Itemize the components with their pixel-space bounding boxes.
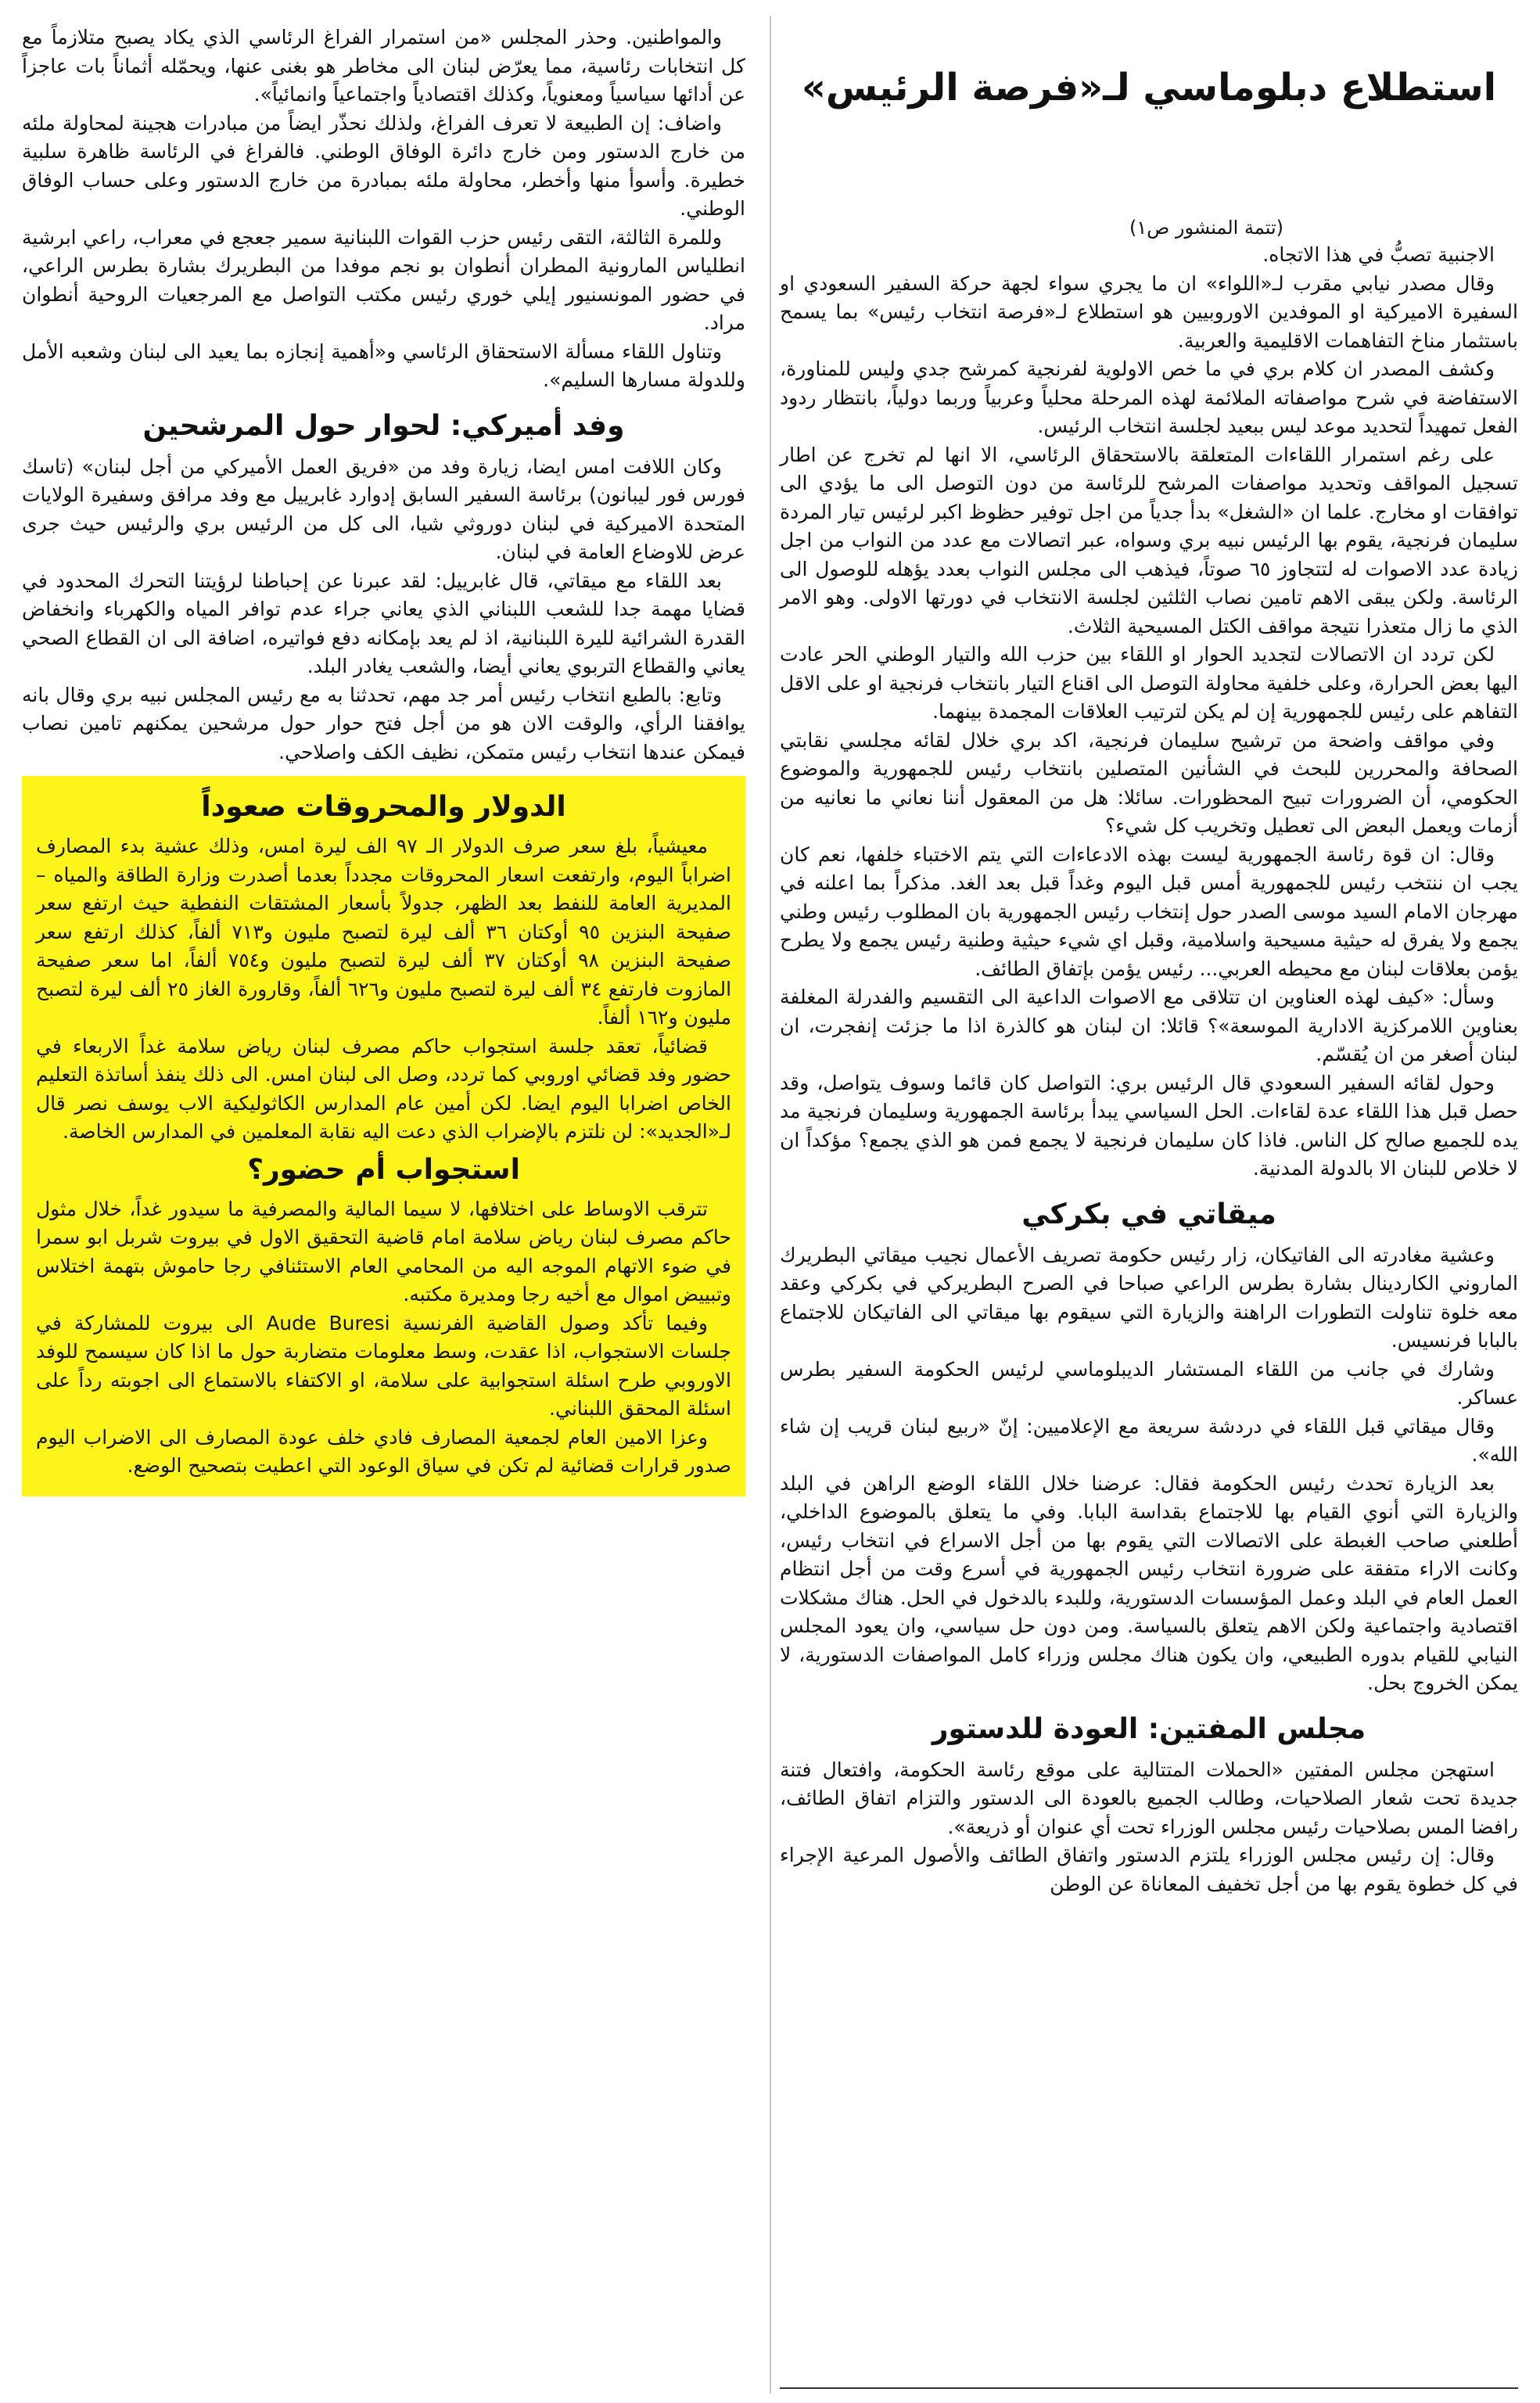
article-paragraph: بعد الزيارة تحدث رئيس الحكومة فقال: عرضنا خلال اللقاء الوضع الراهن في البلد والزيارة التي أنوي القيام بها للاجتماع بقداسة البابا. وفي ما يتعلق بالموضوع الداخلي، أطلعني صاحب الغبطة على الاتصالات التي يقوم بها من أجل الاسراع في انتخاب رئيس، وكانت الاراء متفقة على ضرورة انتخاب رئيس الجمهورية في أسرع وقت من أجل انتظام العمل العام في البلد وعمل المؤسسات الدستورية، وللبدء بالدخول في الحل. هناك مشكلات اقتصادية واجتماعية ولكن الاهم يتعلق بالسياسة. ومن دون حل سياسي، وان يعود المجلس النيابي للقيام بدوره الطبيعي، وان يكون هناك مجلس وزراء كامل المواصفات الدستورية، لا يمكن الخروج بحل. bbox=[780, 1471, 1518, 1694]
article-paragraph: معيشياً، بلغ سعر صرف الدولار الـ ٩٧ الف ليرة امس، وذلك عشية بدء المصارف اضراباً اليوم، وارتفعت اسعار المحروقات مجدداً بعدما أصدرت وزارة الطاقة والمياه – المديرية العامة للنفط بعد الظهر، جدولاً بأسعار المشتقات النفطية حيث ارتفع سعر صفيحة البنزين ٩٥ أوكتان ٣٦ ألف ليرة لتصبح مليون و٧١٣ ألفاً، كذلك ارتفع سعر صفيحة البنزين ٩٨ أوكتان ٣٧ ألف ليرة لتصبح مليون و٧٥٤ ألفاً، اما سعر صفيحة المازوت فارتفع ٣٤ ألف ليرة لتصبح مليون و٦٢٦ ألفاً، وقارورة الغاز ٢٥ ألف ليرة لتصبح مليون و١٦٢ ألفاً. bbox=[36, 835, 732, 1029]
article-paragraph: وحول لقائه السفير السعودي قال الرئيس بري: التواصل كان قائما وسوف يتواصل، وقد حصل قبل هذا اللقاء عدة لقاءات. الحل السياسي يبدأ برئاسة الجمهورية وسليمان فرنجية مد يده للجميع صالح كل الناس. فاذا كان سليمان فرنجية لا يجمع فمن هو الذي يجمع؟ مؤكداً ان لا خلاص للبنان الا بالدولة المدنية. bbox=[780, 1071, 1518, 1180]
article-paragraph: واضاف: إن الطبيعة لا تعرف الفراغ، ولذلك نحذّر ايضاً من مبادرات هجينة لمحاولة ملئه من خارج الدستور ومن خارج دائرة الوفاق الوطني. فالفراغ في الرئاسة ظاهرة سلبية خطيرة. وأسوأ منها وأخطر، محاولة ملئه بمبادرة من خارج الدستور وعلى حساب الوفاق الوطني. bbox=[22, 111, 745, 220]
article-paragraph: وفي مواقف واضحة من ترشيح سليمان فرنجية، اكد بري خلال لقائه مجلسي نقابتي الصحافة والمحررين للبحث في الشأنين المتصلين بانتخاب رئيس للجمهورية والموضوع الحكومي، أن الضرورات تبيح المحظورات. سائلا: هل من المعقول أننا نعاني ما نعانيه من أزمات ويعمل البعض الى تعطيل وتخريب كل شيء؟ bbox=[780, 728, 1518, 837]
section-heading-dollar: الدولار والمحروقات صعوداً bbox=[201, 791, 566, 823]
article-paragraph: وتناول اللقاء مسألة الاستحقاق الرئاسي و«أهمية إنجازه بما يعيد الى لبنان وشعبه الأمل وللدولة مسارها السليم». bbox=[22, 339, 745, 391]
article-paragraph: وقال مصدر نيابي مقرب لـ«اللواء» ان ما يجري سواء لجهة حركة السفير السعودي او السفيرة الاميركية او الموفدين الاوروبيين هو استطلاع لـ«فرصة انتخاب رئيس» بما يسمح باستثمار مناخ التفاهمات الاقليمية والعربية. bbox=[780, 271, 1518, 352]
article-paragraph: لكن تردد ان الاتصالات لتجديد الحوار او اللقاء بين حزب الله والتيار الوطني الحر عادت اليها بعض الحرارة، وعلى خلفية محاولة التوصل الى اقناع التيار بانتخاب فرنجية او على الاقل التفاهم على رئيس للجمهورية إن لم يكن لترتيب العلاقات المجمدة بينهما. bbox=[780, 643, 1518, 723]
article-paragraph: والمواطنين. وحذر المجلس «من استمرار الفراغ الرئاسي الذي يكاد يصبح متلازماً مع كل انتخابات رئاسية، مما يعرّض لبنان الى مخاطر هو بغنى عنها، ويحمّله أثماناً بات عاجزاً عن أدائها سياسياً ومعنوياً، وكذلك اقتصادياً واجتماعياً وانمائياً». bbox=[22, 26, 745, 106]
article-paragraph: وفيما تأكد وصول القاضية الفرنسية Aude Buresi الى بيروت للمشاركة في جلسات الاستجواب، اذا عقدت، وسط معلومات متضاربة حول ما اذا كان سيسمح للوفد الاوروبي طرح اسئلة استجوابية على سلامة، او الاكتفاء بالاستماع الى اجوبته رداً على اسئلة المحقق اللبناني. bbox=[36, 1311, 731, 1420]
article-paragraph: تترقب الاوساط على اختلافها، لا سيما المالية والمصرفية ما سيدور غداً، خلال مثول حاكم مصرف لبنان رياض سلامة امام قاضية التحقيق الاول في بيروت شربل ابو سمرا في ضوء الاتهام الموجه اليه من المحامي العام الاستئنافي رجا حاموش بتهمة اختلاس وتبييض اموال مع أخيه رجا ومديرة مكتبه. bbox=[36, 1197, 731, 1306]
article-paragraph: وعشية مغادرته الى الفاتيكان، زار رئيس حكومة تصريف الأعمال نجيب ميقاتي البطريرك الماروني الكاردينال بشارة بطرس الراعي صباحا في الصرح البطريركي في بكركي وعقد معه خلوة تناولت التطورات الراهنة والزيارة التي سيقوم بها ميقاتي الى الفاتيكان للاجتماع بالبابا فرنسيس. bbox=[780, 1243, 1518, 1352]
article-paragraph: وقال: ان قوة رئاسة الجمهورية ليست بهذه الادعاءات التي يتم الاختباء خلفها، نعم كان يجب ان ننتخب رئيس للجمهورية أمس قبل اليوم وغداً قبل بعد الغد. مذكراً بما اعلنه في مهرجان الامام السيد موسى الصدر حول إنتخاب رئيس الجمهورية بان المطلوب رئيس وطني يجمع ولا يفرق له حيثية مسيحية واسلامية، وقبل اي شيء حيثية وطنية رئيس يجمع ولا يطرح يؤمن بعلاقات لبنان مع محيطه العربي... رئيس يؤمن بإتفاق الطائف. bbox=[780, 842, 1518, 980]
article-paragraph: وكشف المصدر ان كلام بري في ما خص الاولوية لفرنجية كمرشح جدي وليس للمناورة، الاستفاضة في شرح مواصفاته الملائمة لهذه المرحلة محلياً وعربياً وربما دولياً، بانتظار ردود الفعل تمهيداً لتحديد موعد ليس ببعيد لجلسة انتخاب الرئيس. bbox=[780, 357, 1518, 437]
article-paragraph: على رغم استمرار اللقاءات المتعلقة بالاستحقاق الرئاسي، الا انها لم تخرج عن اطار تسجيل المواقف وتحديد مواصفات المرشح للرئاسة من دون التوصل الى ما يؤدي الى توافقات او مخارج. علما ان «الشغل» بدأ جدياً من اجل توفير حظوظ اكبر لرئيس تيار المردة سليمان فرنجية، يقوم بها الرئيس نبيه بري وسواه، عبر اتصالات مع عدد من النواب من اجل زيادة عدد الاصوات له لتتجاوز ٦٥ صوتاً، فيذهب الى مجلس النواب بعدد يؤهله للوصول الى الرئاسة. ولكن يبقى الاهم تامين نصاب الثلثين لجلسة الانتخاب في دورتها الاولى. وهو الامر الذي ما زال متعذرا نتيجة مواقف الكتل المسيحية الثلاث. bbox=[780, 443, 1518, 638]
highlight-box bbox=[22, 776, 745, 1496]
article-paragraph: وشارك في جانب من اللقاء المستشار الديبلوماسي لرئيس الحكومة السفير بطرس عساكر. bbox=[780, 1357, 1518, 1409]
article-paragraph: وسأل: «كيف لهذه العناوين ان تتلاقى مع الاصوات الداعية الى التقسيم والفدرلة المغلفة بعناوين اللامركزية الادارية الموسعة»؟ قائلا: ان لبنان هو كالذرة اذا ما جزئت إنفجرت، ان لبنان أصغر من ان يُقسّم. bbox=[780, 986, 1518, 1065]
article-paragraph: وعزا الامين العام لجمعية المصارف فادي خلف عودة المصارف الى الاضراب اليوم صدور قرارات قضائية لم تكن في سياق الوعود التي اعطيت بتصحيح الوضع. bbox=[36, 1425, 731, 1477]
article-paragraph: وتابع: بالطبع انتخاب رئيس أمر جد مهم، تحدثنا به مع رئيس المجلس نبيه بري وقال بانه يوافقنا الرأي، والوقت الان هو من أجل فتح حوار حول مرشحين يمكنهم تامين نصاب فيمكن عندها انتخاب رئيس متمكن، نظيف الكف واصلاحي. bbox=[22, 683, 745, 763]
section-heading-american-delegation: وفد أميركي: لحوار حول المرشحين bbox=[142, 409, 625, 442]
article-paragraph: الاجنبية تصبُّ في هذا الاتجاه. bbox=[1262, 243, 1495, 266]
right-column bbox=[758, 0, 1540, 2403]
main-headline: استطلاع دبلوماسي لـ«فرصة الرئيس» bbox=[801, 66, 1497, 110]
continuation-note: (تتمة المنشور ص١) bbox=[1129, 217, 1283, 239]
left-column bbox=[0, 0, 763, 2403]
article-paragraph: بعد اللقاء مع ميقاتي، قال غابرييل: لقد عبرنا عن إحباطنا لرؤيتنا التحرك المحدود في قضايا مهمة جدا للشعب اللبناني الذي يعاني جراء عدم توافر المياه والكهرباء وانخفاض القدرة الشرائية لليرة اللبنانية، اذ لم يعد بإمكانه دفع فواتيره، اضافة الى ان القطاع الصحي يعاني والقطاع التربوي يعاني أيضا، والشعب يغادر البلد. bbox=[22, 569, 745, 677]
article-paragraph: وقال ميقاتي قبل اللقاء في دردشة سريعة مع الإعلاميين: إنّ «ربيع لبنان قريب إن شاء الله». bbox=[780, 1414, 1518, 1466]
article-paragraph: وكان اللافت امس ايضا، زيارة وفد من «فريق العمل الأميركي من أجل لبنان» (تاسك فورس فور ليبانون) برئاسة السفير السابق إدوارد غابرييل مع وفد مرافق وسفيرة الولايات المتحدة الاميركية في لبنان دوروثي شيا، الى كل من الرئيس بري والرئيس حيث جرى عرض للاوضاع العامة في لبنان. bbox=[22, 454, 745, 563]
bottom-rule bbox=[780, 2387, 1518, 2389]
section-heading-mikati-bkerke: ميقاتي في بكركي bbox=[1021, 1198, 1276, 1230]
section-heading-mufti-council: مجلس المفتين: العودة للدستور bbox=[932, 1712, 1366, 1745]
article-paragraph: استهجن مجلس المفتين «الحملات المتتالية على موقع رئاسة الحكومة، وافتعال فتنة جديدة تحت شعار الصلاحيات، وطالب الجميع بالعودة الى الدستور والتزام اتفاق الطائف، رافضا المس بصلاحيات رئيس مجلس الوزراء تحت أي عنوان أو ذريعة». bbox=[780, 1758, 1518, 1838]
article-paragraph: وللمرة الثالثة، التقى رئيس حزب القوات اللبنانية سمير جعجع في معراب، راعي ابرشية انطلياس المارونية المطران أنطوان بو نجم موفدا من البطريرك بشارة بطرس الراعي، في حضور المونسنيور إيلي خوري رئيس مكتب التواصل مع المرجعيات الروحية أنطوان مراد. bbox=[22, 225, 745, 334]
section-heading-interrogation: استجواب أم حضور؟ bbox=[247, 1153, 520, 1186]
article-paragraph: وقال: إن رئيس مجلس الوزراء يلتزم الدستور واتفاق الطائف والأصول المرعية الإجراء في كل خطوة يقوم بها من أجل تخفيف المعاناة عن الوطن bbox=[780, 1844, 1518, 1895]
article-paragraph: قضائياً، تعقد جلسة استجواب حاكم مصرف لبنان رياض سلامة غداً الاربعاء في حضور وفد قضائي اوروبي كما تردد، وصل الى لبنان امس. الى ذلك ينفذ أساتذة التعليم الخاص اضرابا اليوم ايضا. لكن أمين عام المدارس الكاثوليكية الاب يوسف نصر قال لـ«الجديد»: لن نلتزم بالإضراب الذي دعت اليه نقابة المعلمين في المدارس الخاصة. bbox=[36, 1034, 731, 1143]
